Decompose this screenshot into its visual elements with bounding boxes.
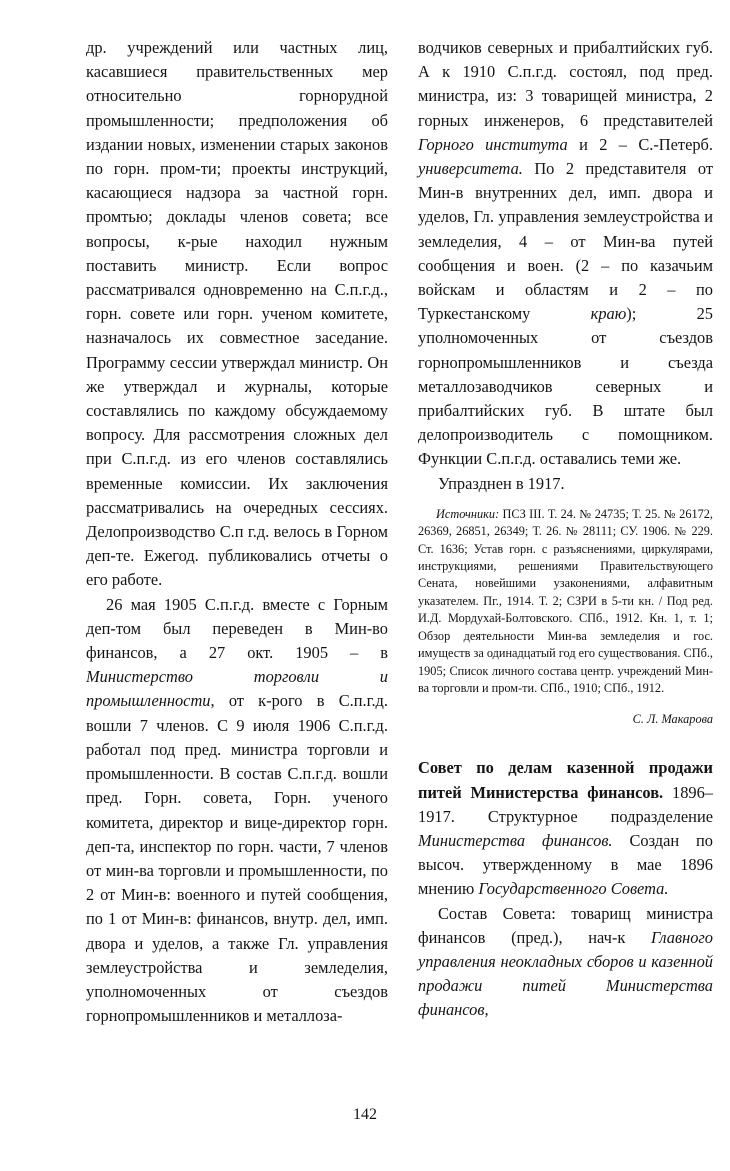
text: 26 мая 1905 С.п.г.д. вместе с Горным деп-том был переведен в Мин-во финансов, а 27 окт. 1905 – в	[86, 594, 388, 663]
text: ,	[484, 1000, 489, 1020]
text: Состав Совета: товарищ министра финансов (пред.), нач-к	[418, 903, 713, 947]
left-column	[86, 36, 388, 1028]
sources-text: ПСЗ III. Т. 24. № 24735; Т. 25. № 26172, 26369, 26851, 26349; Т. 26. № 28111; СУ. 1906. № 229. Ст. 1636; Устав горн. с разъяснениями, циркулярами, инструкциями, решениями Правительствующего Сената, новейшими узаконениями, алфавитным указателем. Пг., 1914. Т. 2; СЗРИ в 5-ти кн. / Под ред. И.Д. Мордухай-Болтовского. СПб., 1912. Кн. 1, т. 1; Обзор деятельности Мин-ва земледелия и гос. имуществ за одинадцатый год его существования. СПб., 1905; Список личного состава центр. учреждений Мин-ва торговли и пром-ти. СПб., 1910; СПб., 1912.	[418, 506, 713, 695]
text: ); 25 уполномоченных от съездов горнопромышленников и съезда металлозаводчиков северных и прибалтийских губ. В штате был делопроизводитель с помощником. Функции С.п.г.д. оставались теми же.	[418, 304, 713, 469]
paragraph	[418, 36, 713, 472]
italic-link-text: Государственного Совета.	[478, 879, 669, 899]
italic-link-text: Министерства финансов.	[418, 830, 613, 850]
paragraph: др. учреждений или частных лиц, касавшиеся правительственных мер относительно горнорудной промышленности; предположения об издании новых, изменении старых законов по горн. пром-ти; проекты инструкций, касающиеся надзора за частной горн. промтью; доклады членов совета; все вопросы, к-рые находил нужным поставить министр. Если вопрос рассматривался одновременно на С.п.г.д., горн. совете или горн. ученом комитете, назначалось их совместное заседание. Программу сессии утверждал министр. Он же утверждал и журналы, которые составлялись по каждому обсуждаемому вопросу. Для рассмотрения сложных дел при С.п.г.д. из его членов составлялись временные комиссии. Их заключения рассматривались на очередных сессиях. Делопроизводство С.п г.д. велось в Горном деп-те. Ежегод. публиковались отчеты о его работе.	[86, 38, 388, 590]
page-number: 142	[353, 1106, 377, 1123]
right-column	[418, 36, 713, 1023]
sources-label: Источники:	[436, 506, 500, 521]
text: водчиков северных и прибалтийских губ. А к 1910 С.п.г.д. состоял, под пред. министра, из: 3 товарищей министра, 2 горных инженеров, 6 представителей	[418, 38, 713, 130]
italic-link-text: Горного института	[418, 134, 568, 154]
sources-block	[418, 506, 713, 697]
text: и 2 – С.-Петерб.	[567, 134, 713, 154]
encyclopedia-entry	[418, 756, 713, 901]
italic-link-text: университета.	[418, 159, 523, 179]
author-signature: С. Л. Макарова	[632, 712, 713, 727]
paragraph: Упразднен в 1917.	[438, 473, 565, 493]
text: , от к-рого в С.п.г.д. вошли 7 членов. С 9 июля 1906 С.п.г.д. работал под пред. министра торговли и промышленности. В состав С.п.г.д. вошли пред. Горн. совета, Горн. ученого комитета, директор и вице-директор горн. деп-та, инспектор по горн. части, 7 членов от мин-ва торговли и промышленности, по 2 от Мин-в: военного и путей сообщения, по 1 от Мин-в: финансов, внутр. дел, имп. двора и уделов, а также Гл. управления землеустройства и земледелия, уполномоченных от съездов горнопромышленников и металлоза-	[86, 691, 388, 1026]
italic-link-text: Министерство торговли и промышленности	[86, 667, 388, 711]
italic-link-text: краю	[590, 304, 627, 324]
paragraph	[86, 593, 388, 1029]
entry-headword: Совет по делам казенной продажи питей Министерства финансов.	[418, 758, 713, 802]
paragraph	[418, 902, 713, 1023]
text: 1896–1917. Структурное подразделение	[418, 782, 713, 826]
italic-link-text: Главного управления неокладных сборов и казенной продажи питей Министерства финансов	[418, 927, 713, 1020]
text: По 2 представителя от Мин-в внутренних дел, имп. двора и уделов, Гл. управления землеустройства и земледелия, 4 – от Мин-ва путей сообщения и воен. (2 – по казачьим войскам и областям и 2 – по Туркестанскому	[418, 159, 713, 324]
text: Создан по высоч. утвержденному в мае 1896 мнению	[418, 830, 714, 899]
